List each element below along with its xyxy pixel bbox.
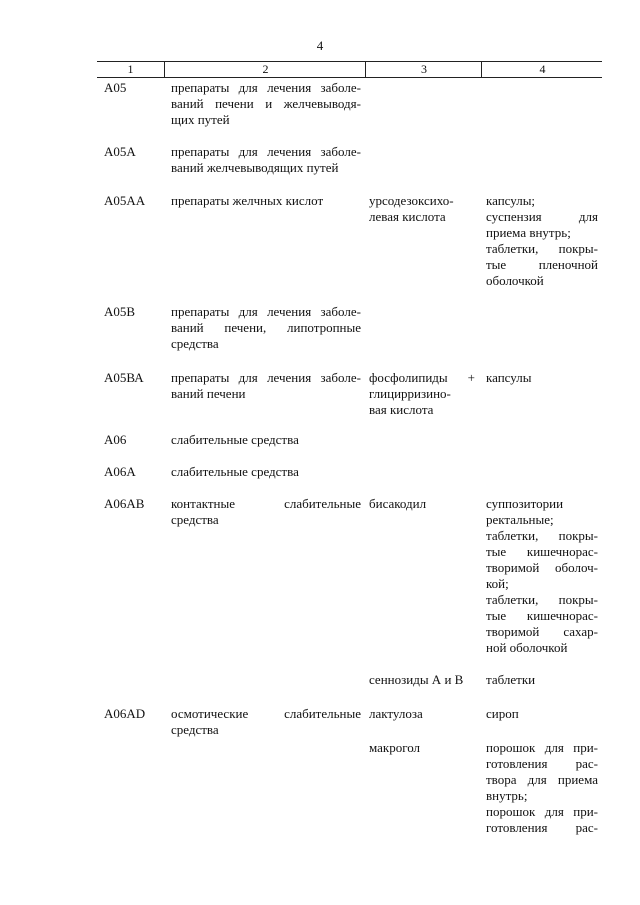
dosage-form-line: кой;: [486, 576, 509, 591]
anatomical-group-line: средства: [171, 512, 219, 527]
anatomical-group-line: слабительные средства: [171, 432, 299, 447]
dosage-form: [486, 496, 598, 656]
anatomical-group-line: ваний печени и желчевыводя-: [171, 96, 361, 111]
medicine-name-line: сеннозиды А и В: [369, 672, 464, 687]
atc-code: А05: [104, 80, 127, 95]
dosage-form-line: сироп: [486, 706, 519, 721]
anatomical-group: [171, 464, 361, 480]
anatomical-group: [171, 370, 361, 402]
dosage-form: [486, 370, 598, 386]
dosage-form-line: ректальные;: [486, 512, 554, 527]
medicine-name: [369, 496, 475, 512]
dosage-form-line: твора для приема: [486, 772, 598, 787]
medicine-name-line: вая кислота: [369, 402, 434, 417]
dosage-form-line: таблетки, покры-: [486, 241, 598, 256]
medicine-name-line: левая кислота: [369, 209, 446, 224]
dosage-form: [486, 672, 598, 688]
dosage-form-line: готовления рас-: [486, 820, 598, 835]
anatomical-group-line: препараты для лечения заболе-: [171, 304, 361, 319]
medicine-name-line: глицирризино-: [369, 386, 451, 401]
atc-code: А06: [104, 432, 127, 447]
atc-code: А05В: [104, 304, 136, 319]
dosage-form-line: таблетки, покры-: [486, 528, 598, 543]
anatomical-group: [171, 193, 361, 209]
anatomical-group: [171, 144, 361, 176]
anatomical-group-line: слабительные средства: [171, 464, 299, 479]
dosage-form-line: оболочкой: [486, 273, 544, 288]
anatomical-group: [171, 80, 361, 128]
header-col-4: 4: [481, 62, 603, 77]
anatomical-group-line: препараты для лечения заболе-: [171, 144, 361, 159]
page-number: 4: [316, 38, 324, 53]
dosage-form-line: таблетки, покры-: [486, 592, 598, 607]
header-col-1: 1: [127, 62, 134, 76]
medicine-name-line: лактулоза: [369, 706, 423, 721]
anatomical-group: [171, 496, 361, 528]
anatomical-group-line: ваний печени: [171, 386, 246, 401]
medicine-name: [369, 672, 475, 688]
atc-code: А06А: [104, 464, 136, 479]
dosage-form-line: тые кишечнорас-: [486, 608, 598, 623]
medicine-name: [369, 370, 475, 418]
header-col-2: 2: [164, 62, 366, 77]
dosage-form: [486, 193, 598, 289]
anatomical-group: [171, 432, 361, 448]
dosage-form-line: суппозитории: [486, 496, 564, 511]
anatomical-group-line: ваний печени, липотропные: [171, 320, 361, 335]
dosage-form-line: ной оболочкой: [486, 640, 568, 655]
atc-code: А06АD: [104, 706, 146, 721]
medicine-name-line: макрогол: [369, 740, 421, 755]
table-header: [97, 61, 602, 78]
anatomical-group-line: препараты для лечения заболе-: [171, 80, 361, 95]
atc-code: А05ВА: [104, 370, 144, 385]
dosage-form-line: готовления рас-: [486, 756, 598, 771]
dosage-form-line: творимой оболоч-: [486, 560, 598, 575]
dosage-form-line: творимой сахар-: [486, 624, 598, 639]
medicine-name: [369, 740, 475, 756]
anatomical-group-line: ваний желчевыводящих путей: [171, 160, 339, 175]
atc-code: А06АВ: [104, 496, 145, 511]
dosage-form-line: порошок для при-: [486, 804, 598, 819]
dosage-form-line: капсулы;: [486, 193, 536, 208]
header-col-3: 3: [365, 62, 482, 77]
dosage-form-line: тые кишечнорас-: [486, 544, 598, 559]
atc-code: А05АА: [104, 193, 146, 208]
medicine-name-line: бисакодил: [369, 496, 427, 511]
anatomical-group-line: контактные слабительные: [171, 496, 361, 511]
dosage-form-line: таблетки: [486, 672, 536, 687]
medicine-name-line: урсодезоксихо-: [369, 193, 454, 208]
anatomical-group-line: средства: [171, 722, 219, 737]
dosage-form: [486, 706, 598, 722]
atc-code: А05А: [104, 144, 136, 159]
medicine-name: [369, 193, 475, 225]
anatomical-group-line: средства: [171, 336, 219, 351]
medicine-name: [369, 706, 475, 722]
dosage-form-line: порошок для при-: [486, 740, 598, 755]
anatomical-group-line: осмотические слабительные: [171, 706, 361, 721]
dosage-form-line: суспензия для: [486, 209, 598, 224]
dosage-form-line: капсулы: [486, 370, 532, 385]
dosage-form-line: тые пленочной: [486, 257, 598, 272]
anatomical-group: [171, 304, 361, 352]
anatomical-group-line: препараты желчных кислот: [171, 193, 324, 208]
anatomical-group-line: препараты для лечения заболе-: [171, 370, 361, 385]
medicine-name-line: фосфолипиды +: [369, 370, 475, 385]
anatomical-group: [171, 706, 361, 738]
dosage-form-line: приема внутрь;: [486, 225, 571, 240]
dosage-form: [486, 740, 598, 836]
dosage-form-line: внутрь;: [486, 788, 528, 803]
anatomical-group-line: щих путей: [171, 112, 230, 127]
